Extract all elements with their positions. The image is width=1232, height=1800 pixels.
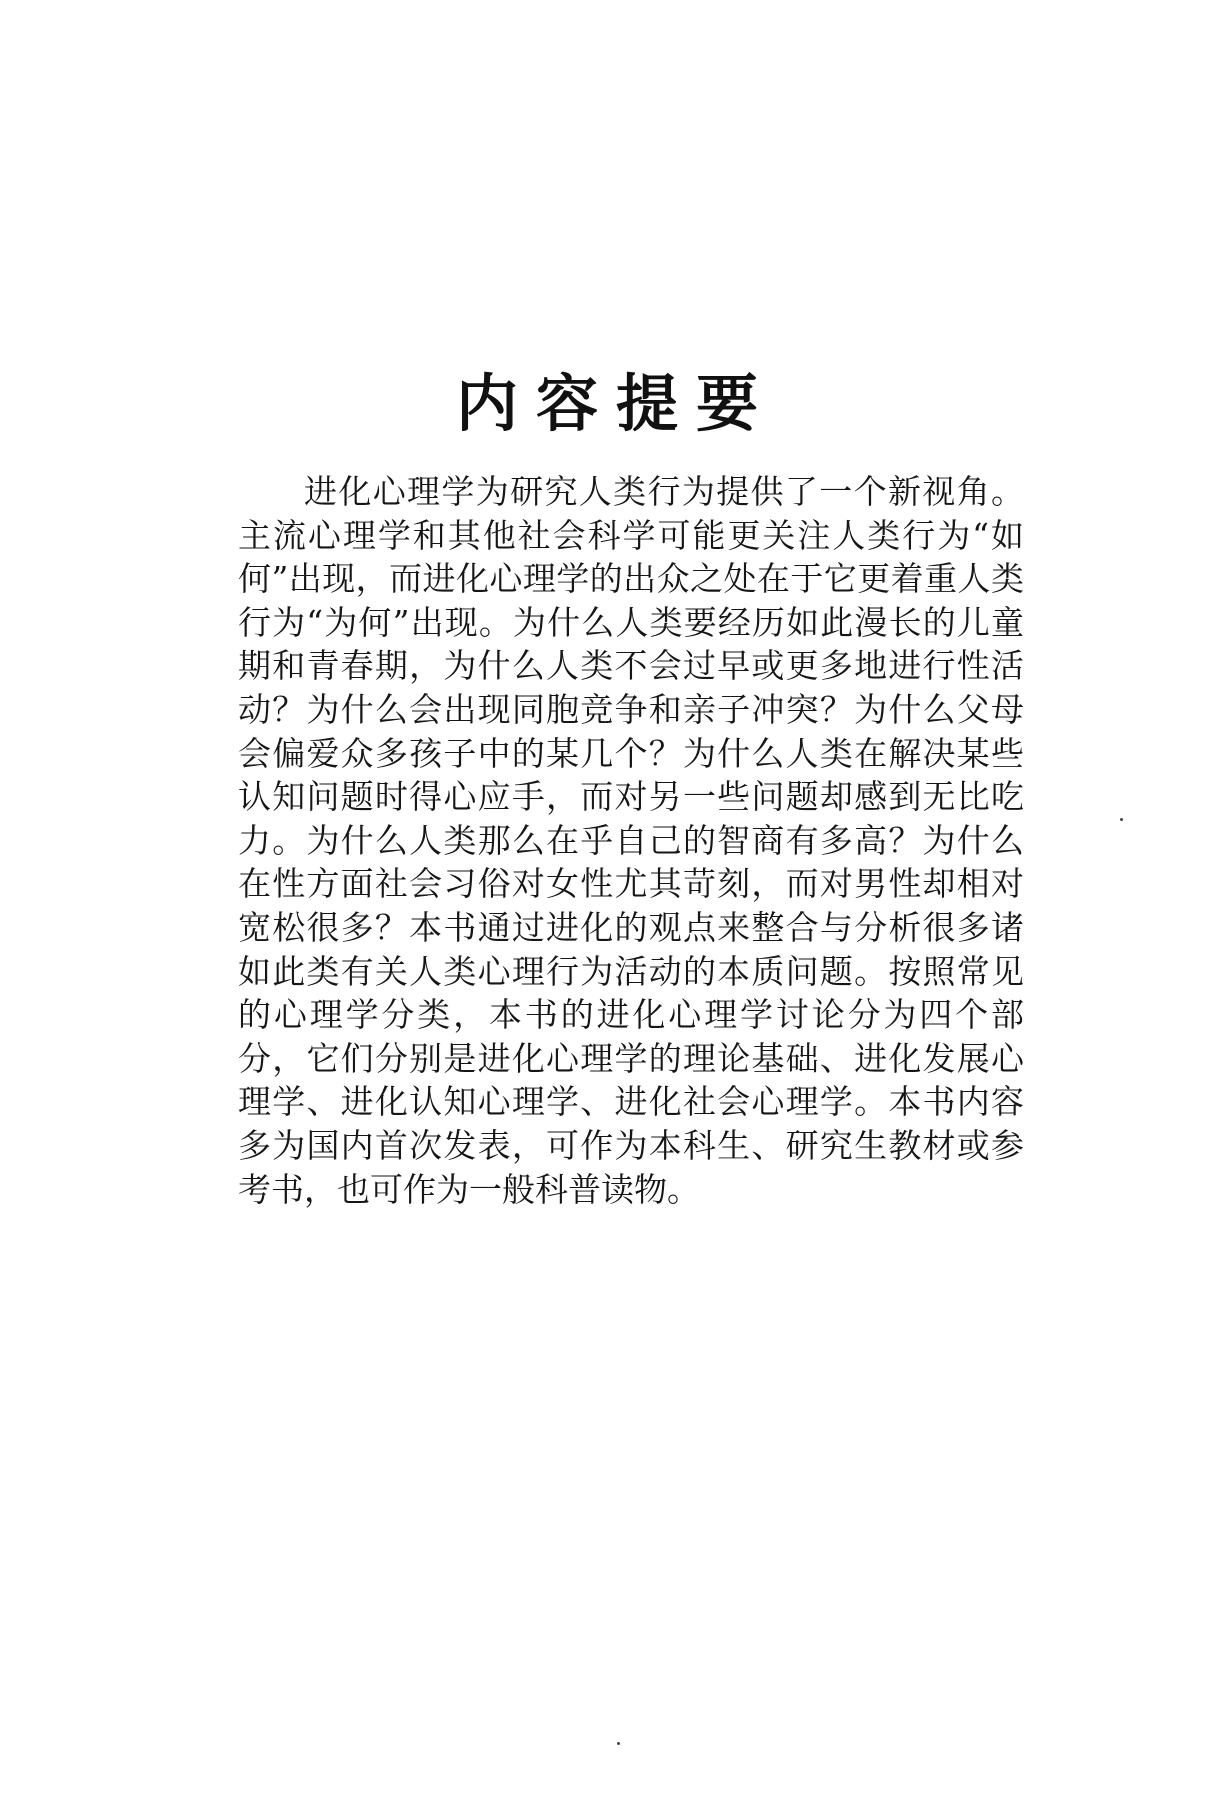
page-title: 内容提要: [455, 366, 776, 440]
scan-speck: [1120, 818, 1123, 821]
summary-paragraph: 进化心理学为研究人类行为提供了一个新视角。主流心理学和其他社会科学可能更关注人类行为“如何”出现，而进化心理学的出众之处在于它更着重人类行为“为何”出现。为什么人类要经历如此漫长的儿童期和青春期，为什么人类不会过早或更多地进行性活动？为什么会出现同胞竞争和亲子冲突？为什么父母会偏爱众多孩子中的某几个？为什么人类在解决某些认知问题时得心应手，而对另一些问题却感到无比吃力。为什么人类那么在乎自己的智商有多高？为什么在性方面社会习俗对女性尤其苛刻，而对男性却相对宽松很多？本书通过进化的观点来整合与分析很多诸如此类有关人类心理行为活动的本质问题。按照常见的心理学分类，本书的进化心理学讨论分为四个部分，它们分别是进化心理学的理论基础、进化发展心理学、进化认知心理学、进化社会心理学。本书内容多为国内首次发表，可作为本科生、研究生教材或参考书，也可作为一般科普读物。: [238, 472, 1024, 1209]
scan-speck: [617, 1742, 620, 1745]
